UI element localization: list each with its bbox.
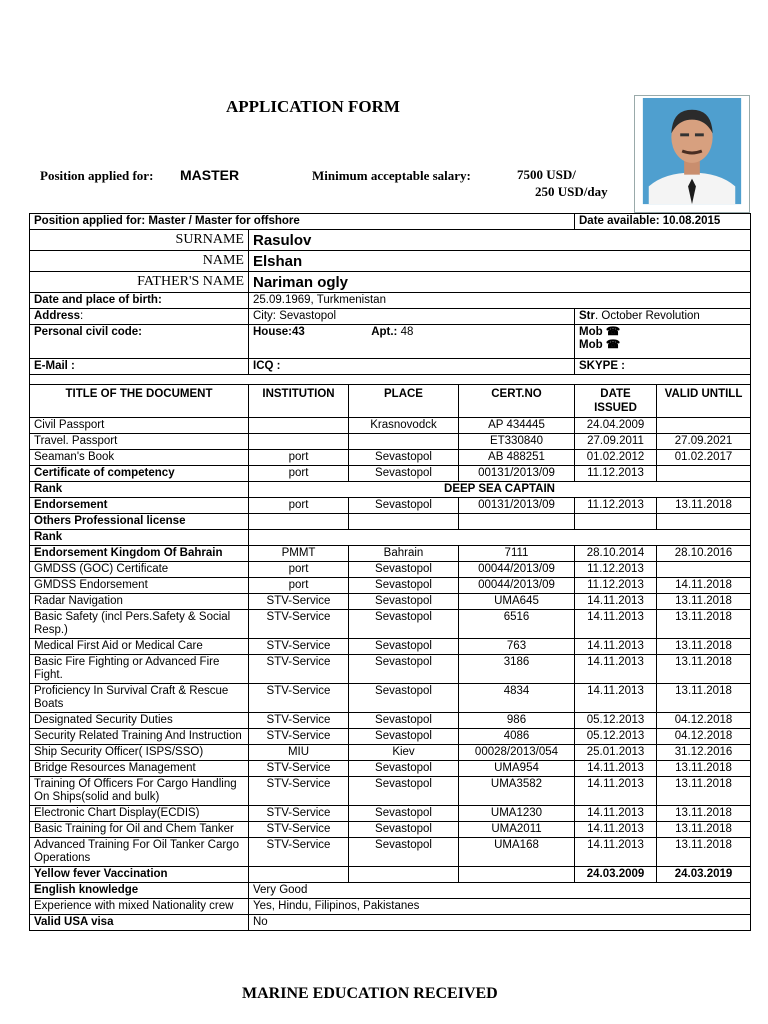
- document-cert-no-cell: 00131/2013/09: [459, 498, 575, 514]
- document-title-cell: Proficiency In Survival Craft & Rescue Boats: [30, 684, 249, 713]
- document-title-cell: Bridge Resources Management: [30, 761, 249, 777]
- document-institution-cell: DEEP SEA CAPTAIN: [249, 482, 751, 498]
- document-institution-cell: STV-Service: [249, 713, 349, 729]
- document-row: [30, 562, 751, 578]
- contact-row: [30, 359, 751, 375]
- document-institution-cell: [249, 867, 349, 883]
- mobile-1: Mob ☎: [579, 326, 621, 338]
- document-row: [30, 418, 751, 434]
- document-title-cell: GMDSS Endorsement: [30, 578, 249, 594]
- dob-value: 25.09.1969, Turkmenistan: [249, 293, 751, 309]
- document-place-cell: Sevastopol: [349, 806, 459, 822]
- document-cert-no-cell: 00131/2013/09: [459, 466, 575, 482]
- document-date-issued-cell: 14.11.2013: [575, 594, 657, 610]
- document-cert-no-cell: 986: [459, 713, 575, 729]
- section-footer-title: MARINE EDUCATION RECEIVED: [242, 985, 498, 1002]
- document-cert-no-cell: 7111: [459, 546, 575, 562]
- salary-value-daily: 250 USD/day: [535, 184, 608, 199]
- document-title-cell: Certificate of competency: [30, 466, 249, 482]
- surname-row: [30, 230, 751, 251]
- street-cell: [575, 309, 751, 325]
- document-row: [30, 466, 751, 482]
- document-place-cell: Sevastopol: [349, 610, 459, 639]
- document-row: [30, 806, 751, 822]
- document-cert-no-cell: UMA168: [459, 838, 575, 867]
- document-title-cell: Rank: [30, 530, 249, 546]
- document-valid-until-cell: 13.11.2018: [657, 610, 751, 639]
- document-row: [30, 822, 751, 838]
- document-institution-cell: STV-Service: [249, 684, 349, 713]
- document-cert-no-cell: 4834: [459, 684, 575, 713]
- mixed-crew-label: Experience with mixed Nationality crew: [30, 899, 249, 915]
- document-date-issued-cell: 14.11.2013: [575, 777, 657, 806]
- salary-value-monthly: 7500 USD/: [517, 167, 576, 182]
- document-row: [30, 610, 751, 639]
- mixed-crew-value: Yes, Hindu, Filipinos, Pakistanes: [249, 899, 751, 915]
- document-cert-no-cell: UMA1230: [459, 806, 575, 822]
- mobile-2: Mob ☎: [579, 339, 621, 351]
- document-place-cell: Sevastopol: [349, 838, 459, 867]
- document-date-issued-cell: 11.12.2013: [575, 466, 657, 482]
- document-row: [30, 482, 751, 498]
- document-place-cell: Krasnovodck: [349, 418, 459, 434]
- document-place-cell: Sevastopol: [349, 578, 459, 594]
- document-date-issued-cell: 28.10.2014: [575, 546, 657, 562]
- document-date-issued-cell: 14.11.2013: [575, 684, 657, 713]
- document-valid-until-cell: 28.10.2016: [657, 546, 751, 562]
- document-place-cell: Sevastopol: [349, 729, 459, 745]
- document-title-cell: Endorsement Kingdom Of Bahrain: [30, 546, 249, 562]
- visa-label: Valid USA visa: [30, 915, 249, 931]
- position-value: MASTER: [180, 167, 240, 183]
- document-institution-cell: STV-Service: [249, 655, 349, 684]
- document-date-issued-cell: 14.11.2013: [575, 806, 657, 822]
- document-title-cell: Basic Training for Oil and Chem Tanker: [30, 822, 249, 838]
- surname-label: SURNAME: [30, 230, 249, 251]
- document-row: [30, 434, 751, 450]
- document-title-cell: Endorsement: [30, 498, 249, 514]
- document-title-cell: Basic Fire Fighting or Advanced Fire Fight.: [30, 655, 249, 684]
- document-title-cell: Electronic Chart Display(ECDIS): [30, 806, 249, 822]
- document-valid-until-cell: 13.11.2018: [657, 684, 751, 713]
- document-row: [30, 729, 751, 745]
- dob-label: Date and place of birth:: [30, 293, 249, 309]
- document-institution-cell: STV-Service: [249, 594, 349, 610]
- document-valid-until-cell: 27.09.2021: [657, 434, 751, 450]
- document-cert-no-cell: 00028/2013/054: [459, 745, 575, 761]
- document-title-cell: Ship Security Officer( ISPS/SSO): [30, 745, 249, 761]
- document-date-issued-cell: [575, 514, 657, 530]
- address-colon: :: [80, 310, 84, 322]
- english-row: [30, 883, 751, 899]
- document-cert-no-cell: UMA3582: [459, 777, 575, 806]
- document-institution-cell: STV-Service: [249, 806, 349, 822]
- document-title-cell: Security Related Training And Instruction: [30, 729, 249, 745]
- document-place-cell: Kiev: [349, 745, 459, 761]
- doc-header-date-issued: DATE ISSUED: [575, 385, 657, 418]
- documents-header-row: [30, 385, 751, 418]
- document-valid-until-cell: 31.12.2016: [657, 745, 751, 761]
- spacer-cell: [30, 375, 751, 385]
- document-cert-no-cell: AP 434445: [459, 418, 575, 434]
- document-valid-until-cell: [657, 514, 751, 530]
- mobile-cell: [575, 325, 751, 359]
- english-label: English knowledge: [30, 883, 249, 899]
- document-title-cell: Seaman's Book: [30, 450, 249, 466]
- applicant-photo-image: [635, 96, 749, 212]
- doc-header-title: TITLE OF THE DOCUMENT: [30, 385, 249, 418]
- document-valid-until-cell: 04.12.2018: [657, 713, 751, 729]
- document-row: [30, 867, 751, 883]
- document-place-cell: Sevastopol: [349, 761, 459, 777]
- doc-header-place: PLACE: [349, 385, 459, 418]
- name-value: Elshan: [249, 251, 751, 272]
- document-title-cell: Civil Passport: [30, 418, 249, 434]
- father-value: Nariman ogly: [249, 272, 751, 293]
- document-row: [30, 655, 751, 684]
- document-place-cell: Bahrain: [349, 546, 459, 562]
- document-institution-cell: STV-Service: [249, 729, 349, 745]
- document-place-cell: [349, 434, 459, 450]
- document-valid-until-cell: [657, 466, 751, 482]
- document-place-cell: Sevastopol: [349, 466, 459, 482]
- document-cert-no-cell: 00044/2013/09: [459, 562, 575, 578]
- document-valid-until-cell: 13.11.2018: [657, 806, 751, 822]
- civil-code-row: [30, 325, 751, 359]
- document-place-cell: Sevastopol: [349, 639, 459, 655]
- document-date-issued-cell: 14.11.2013: [575, 610, 657, 639]
- document-row: [30, 684, 751, 713]
- document-title-cell: Others Professional license: [30, 514, 249, 530]
- date-available-cell: Date available: 10.08.2015: [575, 214, 751, 230]
- document-valid-until-cell: 14.11.2018: [657, 578, 751, 594]
- document-valid-until-cell: 13.11.2018: [657, 822, 751, 838]
- document-title-cell: Medical First Aid or Medical Care: [30, 639, 249, 655]
- document-place-cell: Sevastopol: [349, 822, 459, 838]
- document-institution-cell: [249, 434, 349, 450]
- document-title-cell: Travel. Passport: [30, 434, 249, 450]
- visa-row: [30, 915, 751, 931]
- document-date-issued-cell: 14.11.2013: [575, 761, 657, 777]
- document-row: [30, 498, 751, 514]
- apt-label: Apt.:: [371, 326, 398, 338]
- document-valid-until-cell: [657, 418, 751, 434]
- document-date-issued-cell: 24.04.2009: [575, 418, 657, 434]
- document-cert-no-cell: 00044/2013/09: [459, 578, 575, 594]
- document-valid-until-cell: 13.11.2018: [657, 639, 751, 655]
- document-valid-until-cell: 13.11.2018: [657, 594, 751, 610]
- document-valid-until-cell: 13.11.2018: [657, 498, 751, 514]
- document-place-cell: Sevastopol: [349, 498, 459, 514]
- mixed-crew-row: [30, 899, 751, 915]
- document-row: [30, 514, 751, 530]
- document-institution-cell: STV-Service: [249, 777, 349, 806]
- document-title-cell: Designated Security Duties: [30, 713, 249, 729]
- document-valid-until-cell: 04.12.2018: [657, 729, 751, 745]
- document-institution-cell: PMMT: [249, 546, 349, 562]
- document-cert-no-cell: 4086: [459, 729, 575, 745]
- skype-label: SKYPE :: [575, 359, 751, 375]
- document-title-cell: Yellow fever Vaccination: [30, 867, 249, 883]
- dob-row: [30, 293, 751, 309]
- document-date-issued-cell: 24.03.2009: [575, 867, 657, 883]
- street-label: Str: [579, 310, 595, 322]
- document-institution-cell: port: [249, 450, 349, 466]
- position-label: Position applied for:: [40, 168, 154, 183]
- father-row: [30, 272, 751, 293]
- document-valid-until-cell: 13.11.2018: [657, 655, 751, 684]
- document-cert-no-cell: 763: [459, 639, 575, 655]
- position-row: [30, 214, 751, 230]
- document-valid-until-cell: 13.11.2018: [657, 777, 751, 806]
- document-cert-no-cell: 3186: [459, 655, 575, 684]
- document-date-issued-cell: 05.12.2013: [575, 729, 657, 745]
- document-place-cell: [349, 514, 459, 530]
- document-date-issued-cell: 14.11.2013: [575, 655, 657, 684]
- document-date-issued-cell: 11.12.2013: [575, 562, 657, 578]
- document-institution-cell: [249, 530, 751, 546]
- email-label: E-Mail :: [30, 359, 249, 375]
- salary-label: Minimum acceptable salary:: [312, 168, 471, 183]
- document-place-cell: Sevastopol: [349, 684, 459, 713]
- address-label-cell: [30, 309, 249, 325]
- document-institution-cell: STV-Service: [249, 822, 349, 838]
- document-cert-no-cell: ET330840: [459, 434, 575, 450]
- civil-code-label: Personal civil code:: [30, 325, 249, 359]
- father-label: FATHER'S NAME: [30, 272, 249, 293]
- document-cert-no-cell: UMA954: [459, 761, 575, 777]
- document-valid-until-cell: 13.11.2018: [657, 761, 751, 777]
- application-table: [29, 213, 751, 931]
- icq-label: ICQ :: [249, 359, 575, 375]
- document-valid-until-cell: 24.03.2019: [657, 867, 751, 883]
- address-row: [30, 309, 751, 325]
- document-institution-cell: [249, 418, 349, 434]
- document-row: [30, 530, 751, 546]
- document-row: [30, 838, 751, 867]
- english-value: Very Good: [249, 883, 751, 899]
- document-cert-no-cell: [459, 514, 575, 530]
- document-institution-cell: STV-Service: [249, 610, 349, 639]
- document-date-issued-cell: 11.12.2013: [575, 498, 657, 514]
- document-date-issued-cell: 27.09.2011: [575, 434, 657, 450]
- doc-header-valid-until: VALID UNTILL: [657, 385, 751, 418]
- document-date-issued-cell: 14.11.2013: [575, 838, 657, 867]
- document-row: [30, 578, 751, 594]
- page-title: APPLICATION FORM: [226, 97, 400, 116]
- document-institution-cell: STV-Service: [249, 761, 349, 777]
- name-row: [30, 251, 751, 272]
- name-label: NAME: [30, 251, 249, 272]
- document-row: [30, 546, 751, 562]
- document-title-cell: GMDSS (GOC) Certificate: [30, 562, 249, 578]
- document-row: [30, 777, 751, 806]
- document-date-issued-cell: 14.11.2013: [575, 822, 657, 838]
- document-institution-cell: STV-Service: [249, 639, 349, 655]
- document-cert-no-cell: UMA2011: [459, 822, 575, 838]
- document-place-cell: [349, 867, 459, 883]
- position-cell: Position applied for: Master / Master for offshore: [30, 214, 575, 230]
- document-date-issued-cell: 11.12.2013: [575, 578, 657, 594]
- document-title-cell: Rank: [30, 482, 249, 498]
- document-place-cell: Sevastopol: [349, 713, 459, 729]
- document-cert-no-cell: [459, 867, 575, 883]
- document-valid-until-cell: 01.02.2017: [657, 450, 751, 466]
- document-date-issued-cell: 14.11.2013: [575, 639, 657, 655]
- document-institution-cell: STV-Service: [249, 838, 349, 867]
- document-row: [30, 713, 751, 729]
- document-title-cell: Advanced Training For Oil Tanker Cargo Operations: [30, 838, 249, 867]
- document-valid-until-cell: 13.11.2018: [657, 838, 751, 867]
- document-place-cell: Sevastopol: [349, 562, 459, 578]
- document-row: [30, 594, 751, 610]
- document-date-issued-cell: 05.12.2013: [575, 713, 657, 729]
- address-label: Address: [34, 310, 81, 322]
- document-row: [30, 761, 751, 777]
- apt-value: 48: [400, 326, 414, 338]
- city-value: City: Sevastopol: [249, 309, 575, 325]
- document-cert-no-cell: UMA645: [459, 594, 575, 610]
- street-value: . October Revolution: [594, 310, 700, 322]
- document-cert-no-cell: 6516: [459, 610, 575, 639]
- applicant-photo: [634, 95, 750, 213]
- document-date-issued-cell: 25.01.2013: [575, 745, 657, 761]
- document-row: [30, 639, 751, 655]
- document-valid-until-cell: [657, 562, 751, 578]
- document-place-cell: Sevastopol: [349, 450, 459, 466]
- doc-header-institution: INSTITUTION: [249, 385, 349, 418]
- house-cell: [249, 325, 575, 359]
- document-institution-cell: [249, 514, 349, 530]
- house-label: House:43: [253, 326, 305, 338]
- document-place-cell: Sevastopol: [349, 777, 459, 806]
- doc-header-cert: CERT.NO: [459, 385, 575, 418]
- document-institution-cell: port: [249, 498, 349, 514]
- document-title-cell: Radar Navigation: [30, 594, 249, 610]
- document-institution-cell: MIU: [249, 745, 349, 761]
- visa-value: No: [249, 915, 751, 931]
- document-date-issued-cell: 01.02.2012: [575, 450, 657, 466]
- document-institution-cell: port: [249, 466, 349, 482]
- document-cert-no-cell: AB 488251: [459, 450, 575, 466]
- document-row: [30, 450, 751, 466]
- document-institution-cell: port: [249, 562, 349, 578]
- spacer-row: [30, 375, 751, 385]
- document-title-cell: Training Of Officers For Cargo Handling On Ships(solid and bulk): [30, 777, 249, 806]
- document-title-cell: Basic Safety (incl Pers.Safety & Social Resp.): [30, 610, 249, 639]
- document-place-cell: Sevastopol: [349, 594, 459, 610]
- document-place-cell: Sevastopol: [349, 655, 459, 684]
- document-institution-cell: port: [249, 578, 349, 594]
- surname-value: Rasulov: [249, 230, 751, 251]
- document-row: [30, 745, 751, 761]
